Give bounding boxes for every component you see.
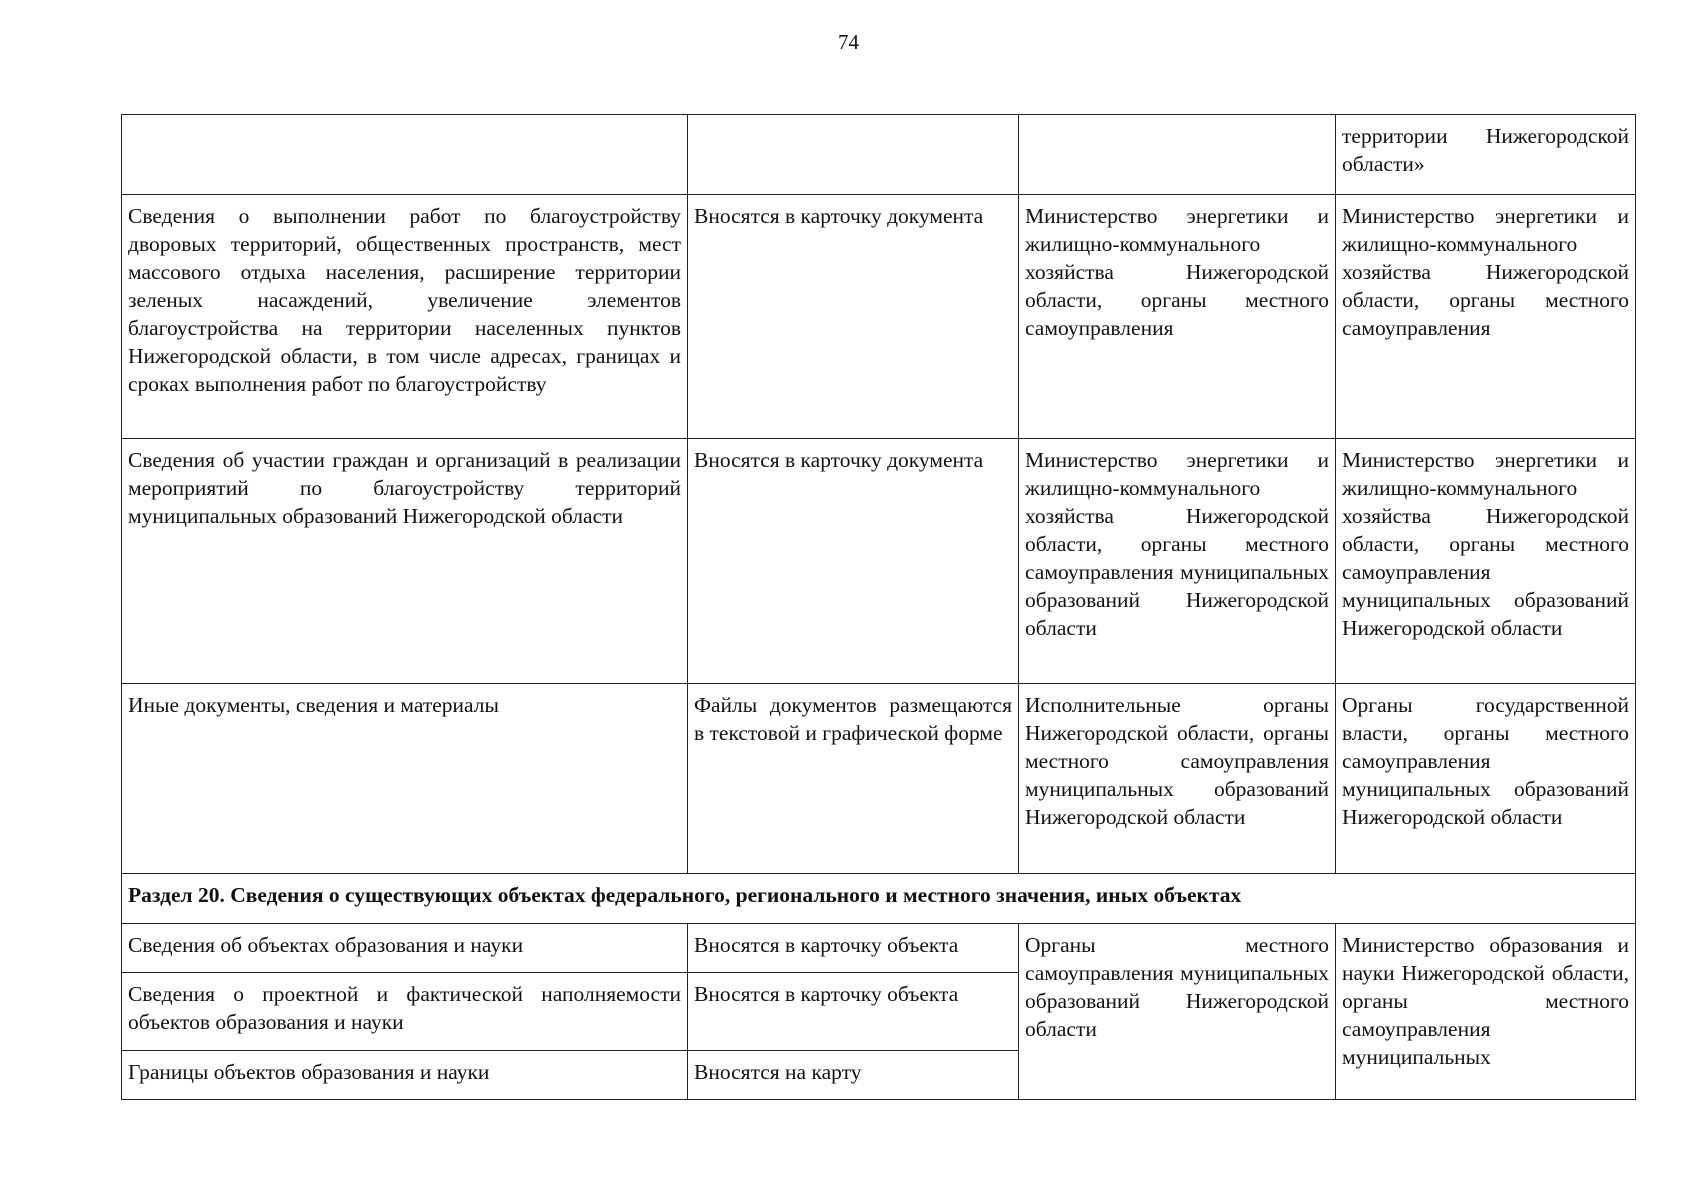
table-cell — [1019, 115, 1336, 195]
table-row — [122, 195, 1636, 439]
table-cell — [688, 115, 1019, 195]
table-cell: Министерство энергетики и жилищно-коммунального хозяйства Нижегородской области, органы местного самоуправления муниципальных образований Нижегородской области — [1019, 439, 1336, 684]
table-cell: Исполнительные органы Нижегородской области, органы местного самоуправления муниципальных образований Нижегородской области — [1019, 684, 1336, 874]
table-cell: Сведения о проектной и фактической наполняемости объектов образования и науки — [122, 973, 688, 1051]
table-cell: Сведения об объектах образования и науки — [122, 924, 688, 973]
table-cell: Вносятся в карточку документа — [688, 439, 1019, 684]
table-cell — [122, 115, 688, 195]
table-row — [122, 684, 1636, 874]
table-cell: Сведения о выполнении работ по благоустройству дворовых территорий, общественных пространств, мест массового отдыха населения, расширение территории зеленых насаждений, увеличение элементов благоустройства на территории населенных пунктов Нижегородской области, в том числе адресах, границах и сроках выполнения работ по благоустройству — [122, 195, 688, 439]
table-cell: Органы местного самоуправления муниципальных образований Нижегородской области — [1019, 924, 1336, 1100]
table-cell: Вносятся в карточку объекта — [688, 973, 1019, 1051]
table-cell: Границы объектов образования и науки — [122, 1051, 688, 1100]
table-row — [122, 439, 1636, 684]
table-row — [122, 924, 1636, 973]
page-number: 74 — [838, 30, 859, 54]
table-cell: Органы государственной власти, органы местного самоуправления муниципальных образований Нижегородской области — [1336, 684, 1636, 874]
table-cell: территории Нижегородской области» — [1336, 115, 1636, 195]
table-cell: Министерство энергетики и жилищно-коммунального хозяйства Нижегородской области, органы местного самоуправления муниципальных образований Нижегородской области — [1336, 439, 1636, 684]
table-cell: Вносятся в карточку объекта — [688, 924, 1019, 973]
document-table — [121, 114, 1636, 1100]
table-cell: Вносятся на карту — [688, 1051, 1019, 1100]
table-cell: Иные документы, сведения и материалы — [122, 684, 688, 874]
table-cell: Министерство энергетики и жилищно-коммунального хозяйства Нижегородской области, органы местного самоуправления — [1019, 195, 1336, 439]
section-heading-row — [122, 874, 1636, 924]
table-cell: Министерство образования и науки Нижегородской области, органы местного самоуправления муниципальных — [1336, 924, 1636, 1100]
table-cell: Сведения об участии граждан и организаций в реализации мероприятий по благоустройству территорий муниципальных образований Нижегородской области — [122, 439, 688, 684]
table-cell: Вносятся в карточку документа — [688, 195, 1019, 439]
section-heading: Раздел 20. Сведения о существующих объектах федерального, регионального и местного значения, иных объектах — [122, 874, 1636, 924]
table-cell: Файлы документов размещаются в текстовой и графической форме — [688, 684, 1019, 874]
table-row — [122, 115, 1636, 195]
table-cell: Министерство энергетики и жилищно-коммунального хозяйства Нижегородской области, органы местного самоуправления — [1336, 195, 1636, 439]
